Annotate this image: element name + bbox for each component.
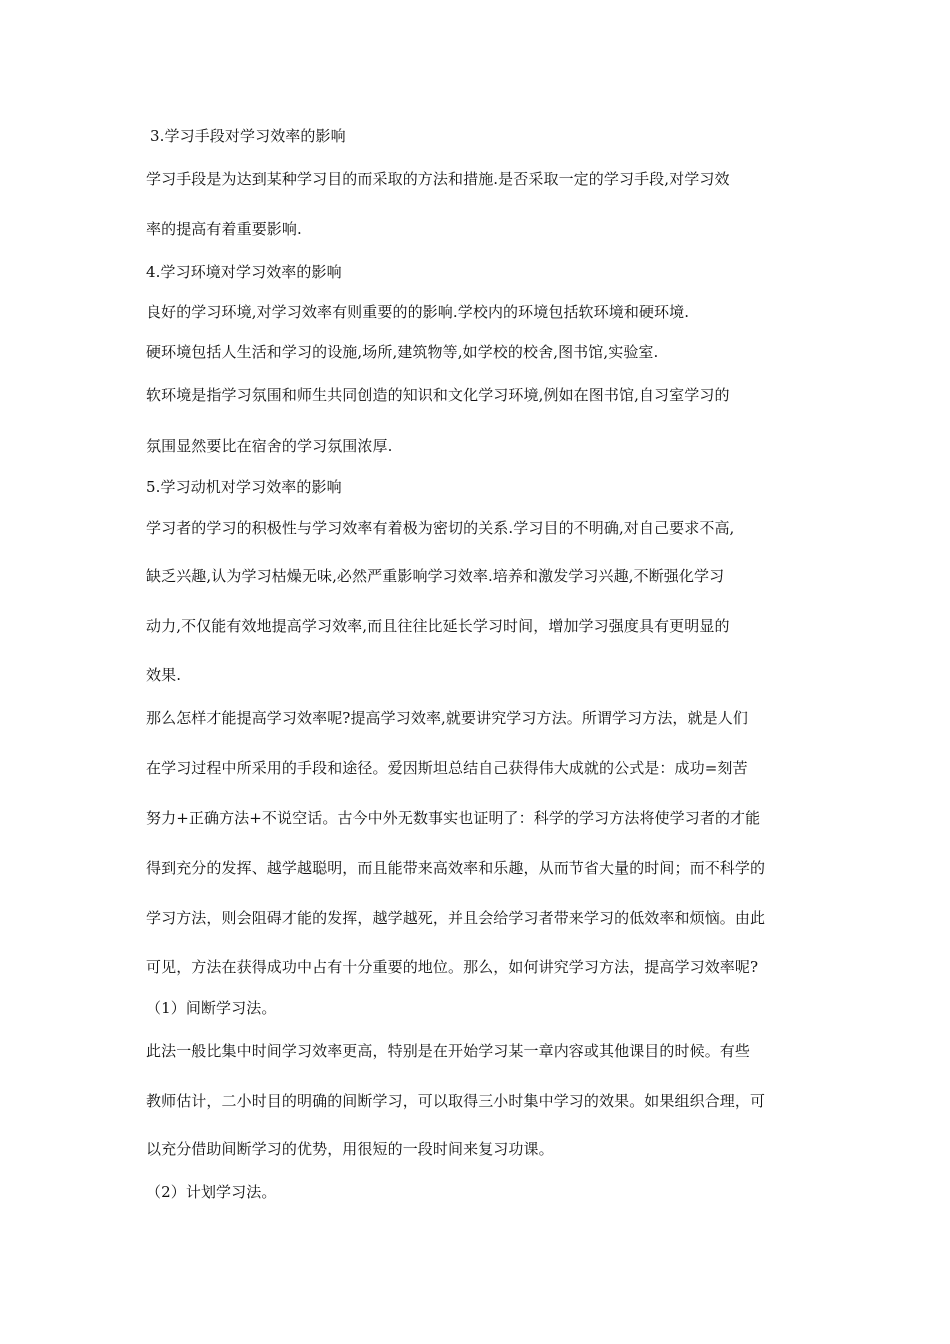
paragraph-line: 氛围显然要比在宿舍的学习氛围浓厚. <box>146 437 393 455</box>
paragraph-line: 硬环境包括人生活和学习的设施,场所,建筑物等,如学校的校舍,图书馆,实验室. <box>146 343 659 361</box>
section-heading-3: 3.学习手段对学习效率的影响 <box>150 127 346 145</box>
paragraph-line: 那么怎样才能提高学习效率呢?提高学习效率,就要讲究学习方法。所谓学习方法，就是人们 <box>146 709 748 727</box>
paragraph-line: 效果. <box>146 666 182 684</box>
section-heading-5: 5.学习动机对学习效率的影响 <box>146 478 342 496</box>
paragraph-line: 学习手段是为达到某种学习目的而采取的方法和措施.是否采取一定的学习手段,对学习效 <box>146 170 730 188</box>
paragraph-line: 动力,不仅能有效地提高学习效率,而且往往比延长学习时间，增加学习强度具有更明显的 <box>146 617 730 635</box>
section-heading-4: 4.学习环境对学习效率的影响 <box>146 263 342 281</box>
paragraph-line: 良好的学习环境,对学习效率有则重要的的影响.学校内的环境包括软环境和硬环境. <box>146 303 690 321</box>
paragraph-line: 学习者的学习的积极性与学习效率有着极为密切的关系.学习目的不明确,对自己要求不高, <box>146 519 735 537</box>
method-heading-1: （1）间断学习法。 <box>146 999 277 1017</box>
paragraph-line: 可见，方法在获得成功中占有十分重要的地位。那么，如何讲究学习方法，提高学习效率呢? <box>146 958 759 976</box>
paragraph-line: 此法一般比集中时间学习效率更高，特别是在开始学习某一章内容或其他课目的时候。有些 <box>146 1042 751 1060</box>
paragraph-line: 缺乏兴趣,认为学习枯燥无味,必然严重影响学习效率.培养和激发学习兴趣,不断强化学习 <box>146 567 725 585</box>
method-heading-2: （2）计划学习法。 <box>146 1183 277 1201</box>
paragraph-line: 以充分借助间断学习的优势，用很短的一段时间来复习功课。 <box>146 1140 554 1158</box>
paragraph-line: 努力+正确方法+不说空话。古今中外无数事实也证明了：科学的学习方法将使学习者的才能 <box>146 809 761 827</box>
paragraph-line: 教师估计，二小时目的明确的间断学习，可以取得三小时集中学习的效果。如果组织合理，可 <box>146 1092 766 1110</box>
paragraph-line: 率的提高有着重要影响. <box>146 220 302 238</box>
paragraph-line: 在学习过程中所采用的手段和途径。爱因斯坦总结自己获得伟大成就的公式是：成功=刻苦 <box>146 759 748 777</box>
paragraph-line: 软环境是指学习氛围和师生共同创造的知识和文化学习环境,例如在图书馆,自习室学习的 <box>146 386 730 404</box>
paragraph-line: 学习方法，则会阻碍才能的发挥，越学越死，并且会给学习者带来学习的低效率和烦恼。由此 <box>146 909 766 927</box>
paragraph-line: 得到充分的发挥、越学越聪明，而且能带来高效率和乐趣，从而节省大量的时间；而不科学的 <box>146 859 766 877</box>
